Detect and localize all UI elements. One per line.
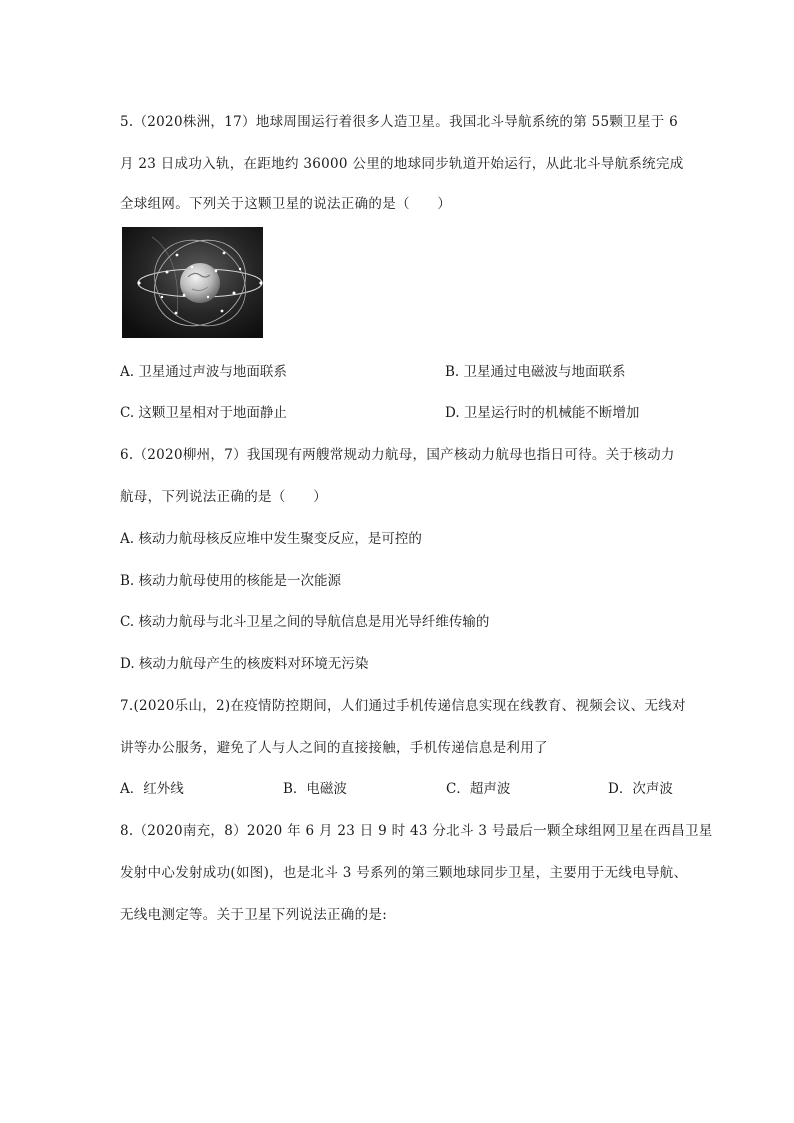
q8-stem-line-1: 8.（2020南充，8）2020 年 6 月 23 日 9 时 43 分北斗 3 号最后一颗全球组网卫星在西昌卫星 — [120, 823, 713, 839]
q7-option-c: C．超声波 — [446, 781, 511, 797]
q5-option-a: A. 卫星通过声波与地面联系 — [120, 364, 287, 380]
q5-option-d: D. 卫星运行时的机械能不断增加 — [445, 405, 640, 421]
q5-option-b: B. 卫星通过电磁波与地面联系 — [445, 364, 626, 380]
q7-option-d: D．次声波 — [608, 781, 673, 797]
satellite-orbit-image — [122, 227, 263, 338]
q5-stem-line-1: 5.（2020株洲，17）地球周围运行着很多人造卫星。我国北斗导航系统的第 55颗卫星于 6 — [120, 114, 679, 130]
q5-stem-line-3: 全球组网。下列关于这颗卫星的说法正确的是（ ） — [120, 196, 452, 212]
q7-stem-line-1: 7.(2020乐山，2)在疫情防控期间，人们通过手机传递信息实现在线教育、视频会议、无线对 — [120, 698, 686, 714]
q6-option-a: A. 核动力航母核反应堆中发生聚变反应，是可控的 — [120, 531, 422, 547]
q6-stem-line-2: 航母，下列说法正确的是（ ） — [120, 489, 327, 505]
satellite-orbit-illustration — [122, 227, 263, 338]
q5-option-c: C. 这颗卫星相对于地面静止 — [120, 405, 287, 421]
q8-stem-line-2: 发射中心发射成功(如图)，也是北斗 3 号系列的第三颗地球同步卫星，主要用于无线电导航、 — [120, 865, 688, 881]
q7-stem-line-2: 讲等办公服务，避免了人与人之间的直接接触，手机传递信息是利用了 — [120, 740, 548, 756]
q7-option-b: B．电磁波 — [283, 781, 347, 797]
q8-stem-line-3: 无线电测定等。关于卫星下列说法正确的是: — [120, 907, 388, 923]
q6-option-c: C. 核动力航母与北斗卫星之间的导航信息是用光导纤维传输的 — [120, 614, 490, 630]
q7-option-a: A．红外线 — [120, 781, 184, 797]
q6-option-b: B. 核动力航母使用的核能是一次能源 — [120, 573, 342, 589]
q6-stem-line-1: 6.（2020柳州，7）我国现有两艘常规动力航母，国产核动力航母也指日可待。关于核动力 — [120, 447, 675, 463]
q5-stem-line-2: 月 23 日成功入轨，在距地约 36000 公里的地球同步轨道开始运行，从此北斗导航系统完成 — [120, 156, 684, 172]
q6-option-d: D. 核动力航母产生的核废料对环境无污染 — [120, 656, 369, 672]
